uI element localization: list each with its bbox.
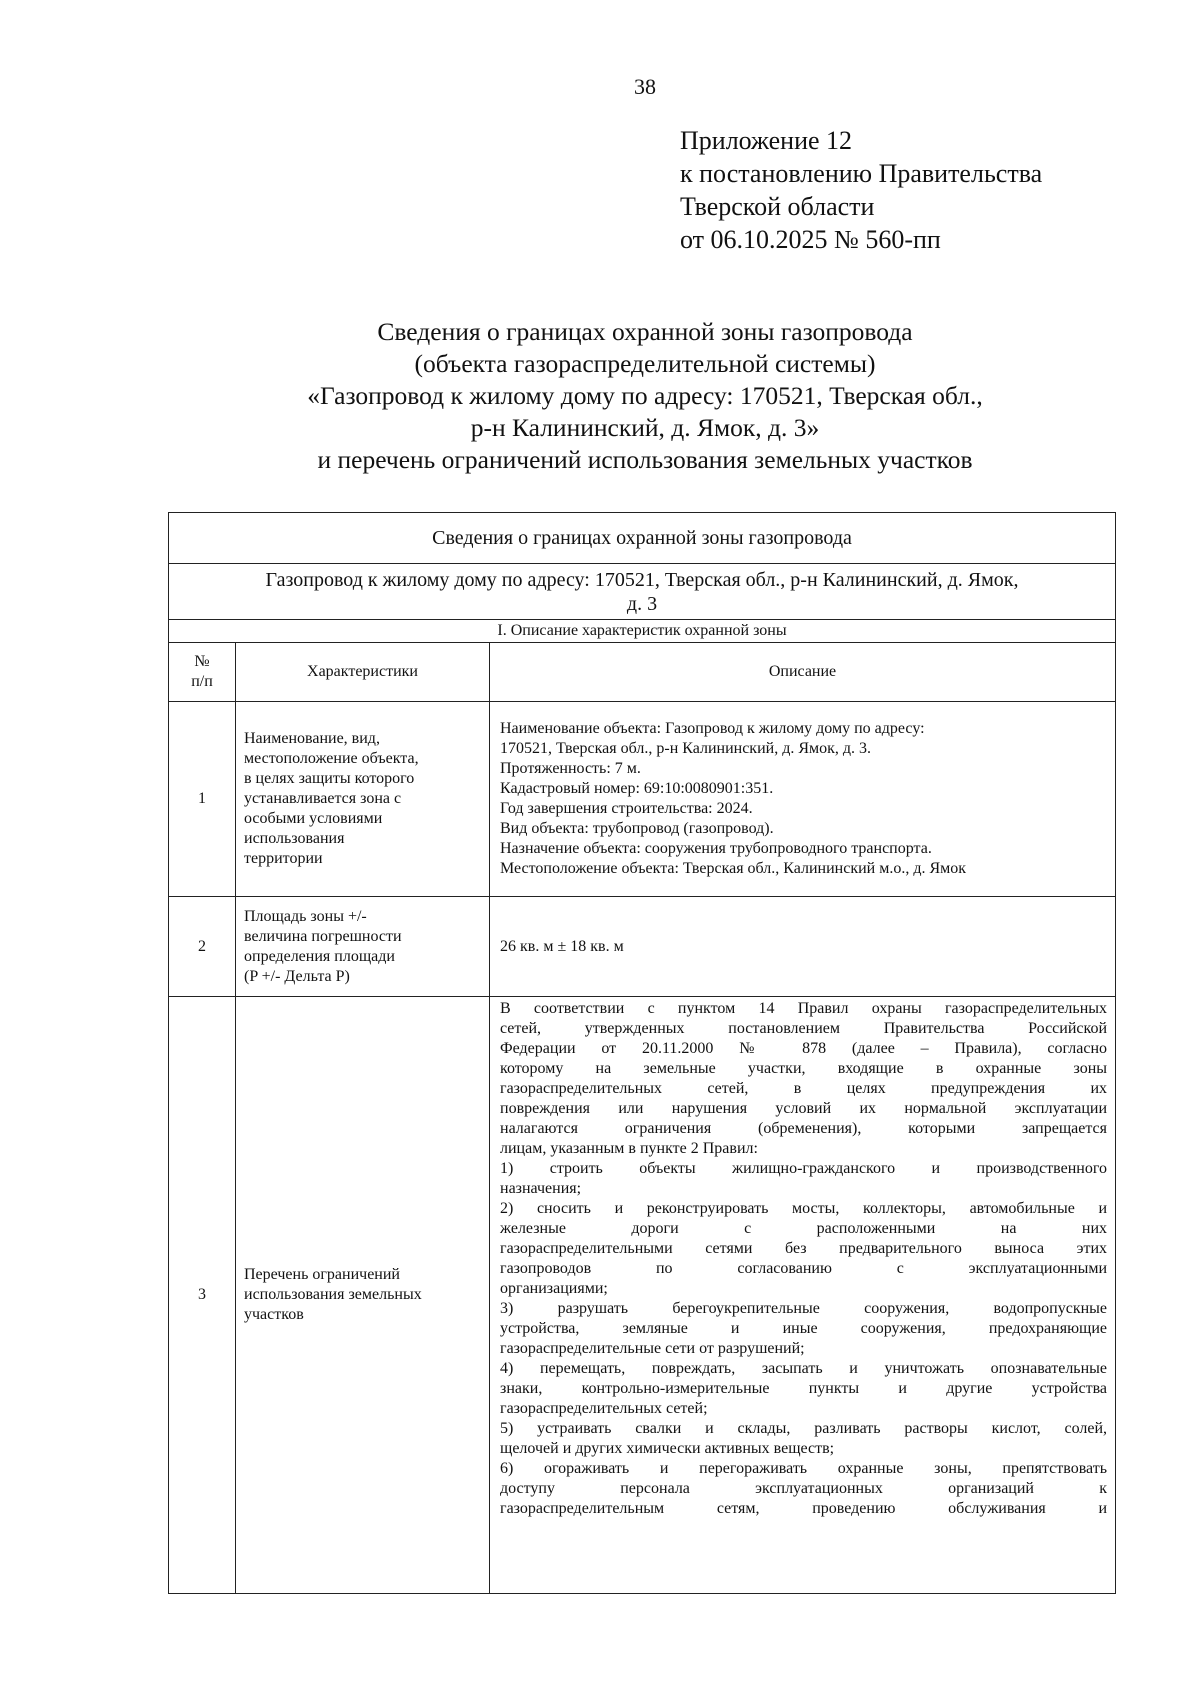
text-line: Наименование, вид, [244,730,380,747]
text-line: 5) устраивать свалки и склады, разливать растворы кислот, солей, [500,1420,1108,1437]
text-line: знаки, контрольно-измерительные пункты и другие устройства [500,1380,1108,1397]
text-line: устройства, земляные и иные сооружения, предохраняющие [500,1320,1108,1337]
text-line: 6) огораживать и перегораживать охранные зоны, препятствовать [500,1460,1108,1477]
table-row [169,997,1116,1594]
text-line: устанавливается зона с [244,790,402,807]
text-line: Наименование объекта: Газопровод к жилому дому по адресу: [500,720,925,737]
appendix-line: к постановлению Правительства [680,159,1043,188]
page-number: 38 [634,74,656,99]
table-section-row [169,620,1116,643]
text-line: Вид объекта: трубопровод (газопровод). [500,820,774,837]
text-line: Перечень ограничений [244,1266,400,1283]
text-line: участков [244,1306,304,1323]
text-line: Протяженность: 7 м. [500,760,641,777]
table-header: Сведения о границах охранной зоны газопровода [169,513,1116,564]
column-header-num-line: п/п [191,673,213,690]
text-line: особыми условиями [244,810,383,827]
text-line: использования земельных [244,1286,422,1303]
text-line: местоположение объекта, [244,750,419,767]
text-line: 4) перемещать, повреждать, засыпать и уничтожать опознавательные [500,1360,1108,1377]
column-header-characteristic: Характеристики [236,643,490,702]
object-line: Газопровод к жилому дому по адресу: 170521, Тверская обл., р-н Калининский, д. Ямок, [265,568,1019,591]
text-line: организациями; [500,1280,608,1297]
zone-table [168,512,1116,1594]
text-line: газораспределительных сетей; [500,1400,708,1417]
column-header-num [169,643,236,702]
text-line: 170521, Тверская обл., р-н Калининский, д. Ямок, д. 3. [500,740,872,757]
text-line: Местоположение объекта: Тверская обл., Калининский м.о., д. Ямок [500,860,967,877]
text-line: лицам, указанным в пункте 2 Правил: [500,1140,758,1157]
row-description [490,702,1116,897]
appendix-line: от 06.10.2025 № 560-пп [680,225,941,254]
text-line: 3) разрушать берегоукрепительные сооружения, водопропускные [500,1300,1108,1317]
text-line: доступу персонала эксплуатационных организаций к [500,1480,1108,1497]
text-line: повреждения или нарушения условий их нормальной эксплуатации [500,1100,1108,1117]
text-line: газораспределительным сетям, проведению обслуживания и [500,1500,1108,1517]
row-number: 1 [169,702,236,897]
title-line: (объекта газораспределительной системы) [414,349,876,378]
table-column-header-row [169,643,1116,702]
row-number: 3 [169,997,236,1594]
object-line: д. 3 [626,592,658,615]
row-description [490,897,1116,997]
column-header-description: Описание [490,643,1116,702]
text-line: В соответствии с пунктом 14 Правил охраны газораспределительных [500,1000,1108,1017]
text-line: газораспределительными сетями без предварительного выноса этих [500,1240,1108,1257]
text-line: щелочей и других химически активных веществ; [500,1440,835,1457]
text-line: 1) строить объекты жилищно-гражданского и производственного [500,1160,1108,1177]
column-header-num-line: № [194,653,210,670]
row-number: 2 [169,897,236,997]
text-line: Площадь зоны +/- [244,907,367,925]
section-title: I. Описание характеристик охранной зоны [169,620,1116,643]
row-characteristic [236,702,490,897]
appendix-block [680,124,1042,256]
text-line: 26 кв. м ± 18 кв. м [500,937,624,955]
text-line: величина погрешности [244,927,402,945]
table-row [169,702,1116,897]
text-line: газораспределительных сетей, в целях предупреждения их [500,1080,1108,1097]
text-line: в целях защиты которого [244,770,415,787]
row-characteristic [236,897,490,997]
text-line: которому на земельные участки, входящие в охранные зоны [500,1060,1108,1077]
text-line: 2) сносить и реконструировать мосты, коллекторы, автомобильные и [500,1200,1108,1217]
appendix-line: Тверской области [680,192,875,221]
text-line: газораспределительные сети от разрушений; [500,1340,805,1357]
text-line: железные дороги с расположенными на них [500,1220,1108,1237]
table-row [169,897,1116,997]
appendix-line: Приложение 12 [680,126,853,155]
text-line: (P +/- Дельта P) [244,967,350,985]
text-line: использования [244,830,345,847]
text-line: Федерации от 20.11.2000 № 878 (далее – Правила), согласно [500,1040,1108,1057]
title-line: и перечень ограничений использования земельных участков [317,445,973,474]
text-line: определения площади [244,947,395,965]
text-line: сетей, утвержденных постановлением Правительства Российской [500,1020,1108,1037]
text-line: территории [244,850,323,867]
text-line: газопроводов по согласованию с эксплуатационными [500,1260,1108,1277]
table-object-name [169,564,1116,620]
text-line: Назначение объекта: сооружения трубопроводного транспорта. [500,840,932,857]
table-header-row [169,513,1116,564]
row-characteristic [236,997,490,1594]
text-line: Кадастровый номер: 69:10:0080901:351. [500,780,774,797]
text-line: налагаются ограничения (обременения), которыми запрещается [500,1120,1108,1137]
text-line: назначения; [500,1180,582,1197]
document-title [160,316,1130,476]
title-line: Сведения о границах охранной зоны газопровода [377,317,913,346]
table-object-row [169,564,1116,620]
title-line: р-н Калининский, д. Ямок, д. 3» [470,413,820,442]
row-description [490,997,1116,1594]
text-line: Год завершения строительства: 2024. [500,800,753,817]
title-line: «Газопровод к жилому дому по адресу: 170521, Тверская обл., [307,381,983,410]
